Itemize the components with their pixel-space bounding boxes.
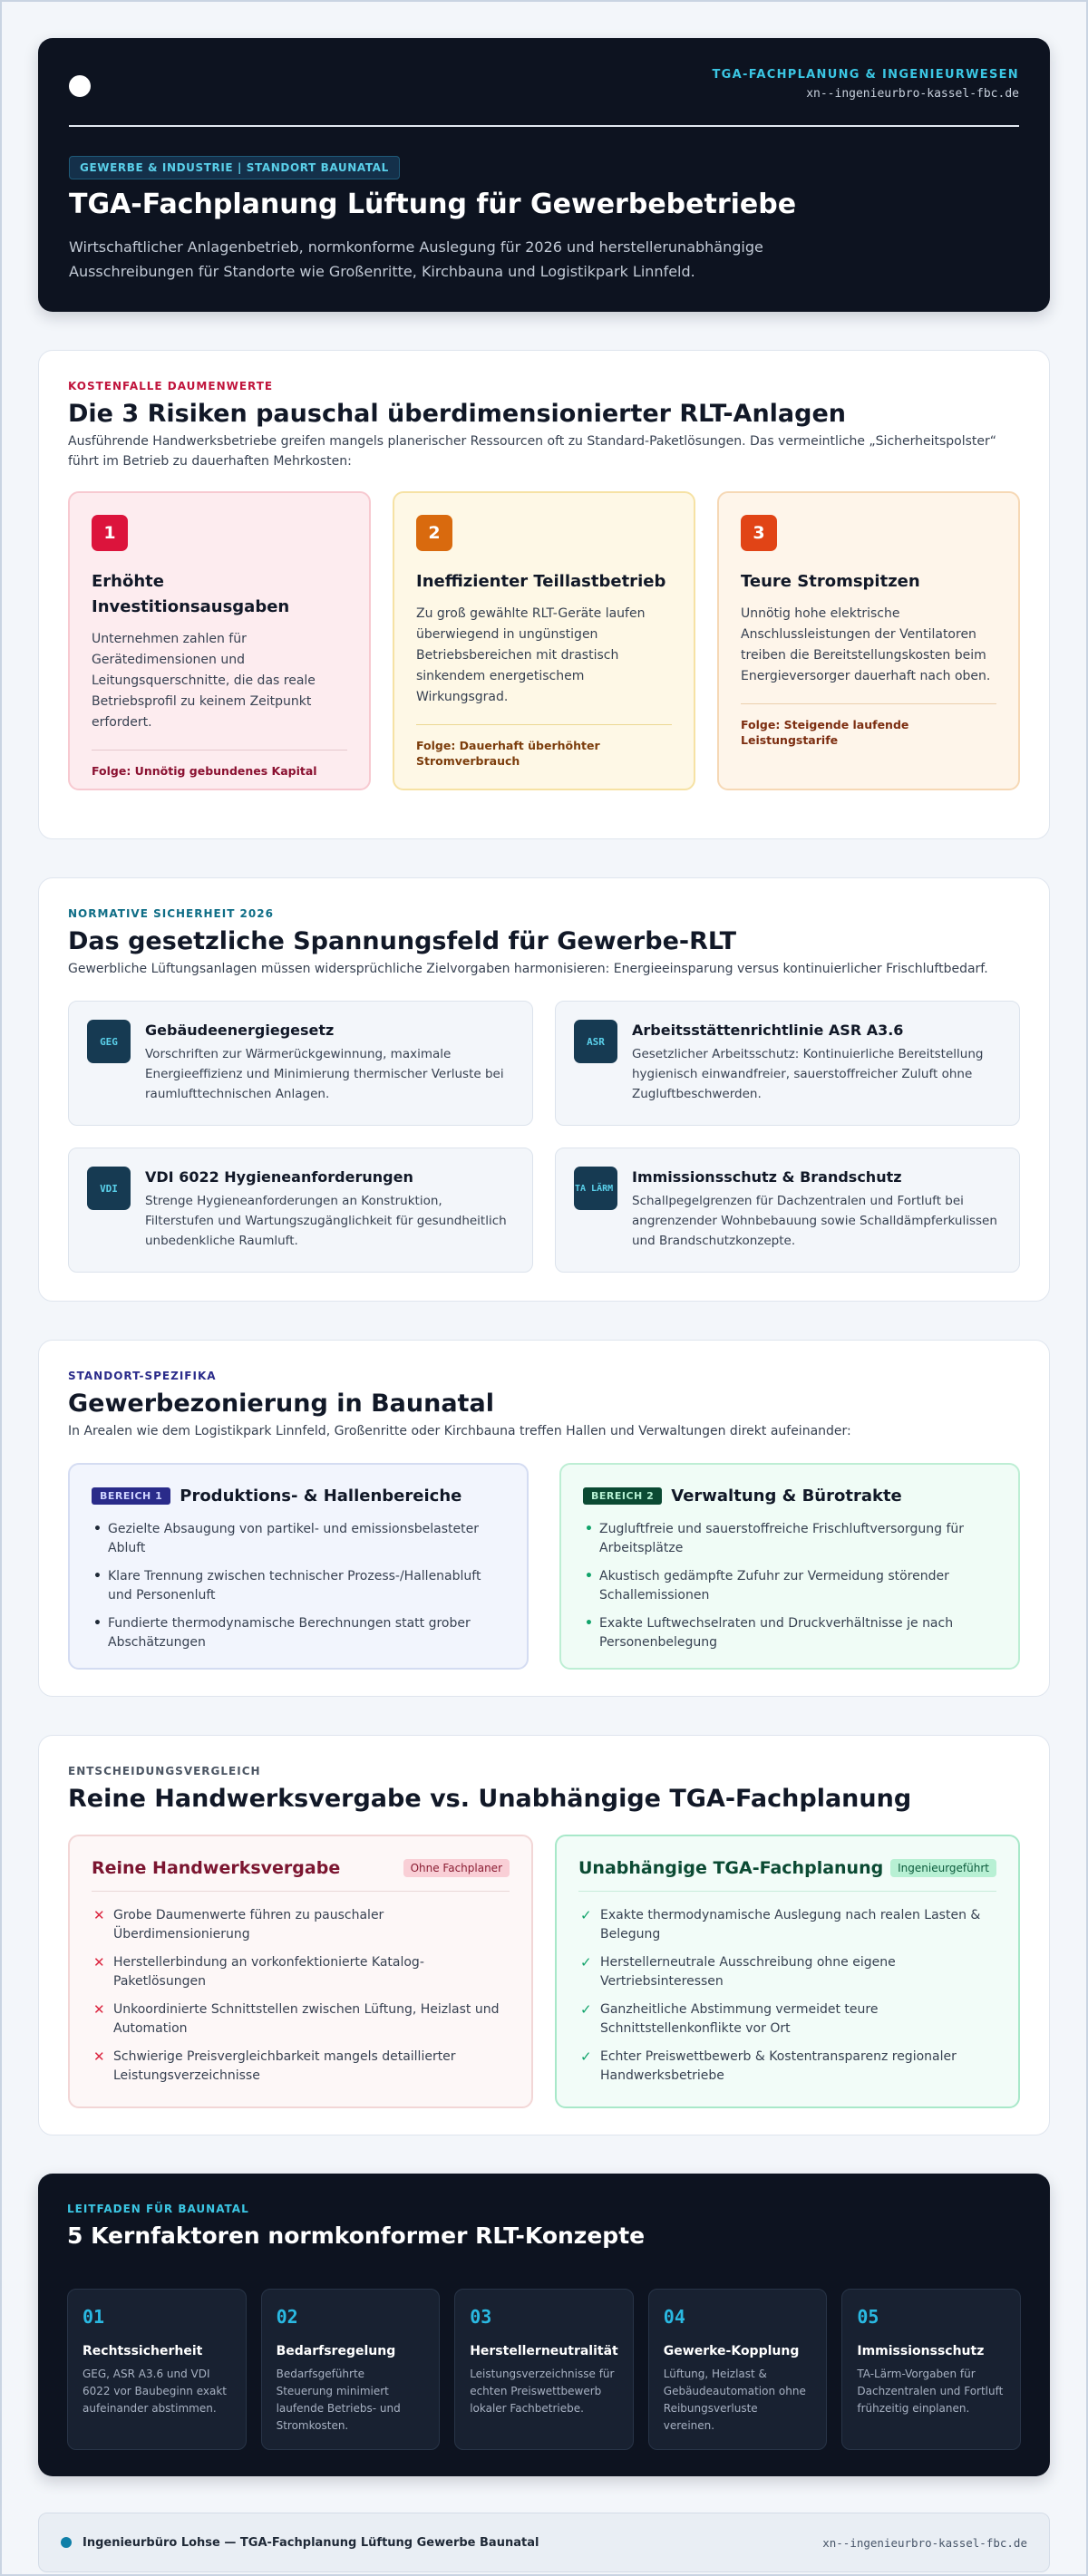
factor-number: 05 [857,2306,879,2328]
factor-card [841,2289,1021,2450]
norms-section [38,877,1050,1302]
compare-title: Reine Handwerksvergabe vs. Unabhängige TGA-Fachplanung [68,1785,912,1813]
compare-card-title: Unabhängige TGA-Fachplanung [578,1858,884,1878]
risk-text: Unternehmen zahlen für Gerätedimensionen und Leitungsquerschnitte, die das reale Betriebsprofil zu keinem Zeitpunkt erfordert. [92,632,316,730]
asr-icon: ASR [574,1020,617,1063]
risks-section [38,350,1050,839]
factor-text: Bedarfsgeführte Steuerung minimiert laufende Betriebs- und Stromkosten. [276,2368,401,2432]
hero-divider [69,125,1019,127]
norm-card [555,1001,1020,1126]
norm-list [68,1001,1020,1273]
item-text: Grobe Daumenwerte führen zu pauschaler Überdimensionierung [113,1908,384,1942]
compare-items [92,1906,510,2086]
hero-subtitle: Wirtschaftlicher Anlagenbetrieb, normkonforme Auslegung für 2026 und herstellerunabhängige Ausschreibungen für Standorte wie Großenritte, Kirchbauna und Logistikpark Linnfeld. [69,238,763,280]
factor-text: TA-Lärm-Vorgaben für Dachzentralen und Fortluft frühzeitig einplanen. [857,2368,1004,2415]
risk-consequence: Folge: Steigende laufende Leistungstarife [741,718,909,747]
risk-number: 3 [741,515,777,551]
zone-items [92,1520,505,1652]
factor-title: Herstellerneutralität [470,2344,618,2358]
geg-icon: GEG [87,1020,131,1063]
risk-card [393,491,695,790]
list-item [578,2048,996,2086]
norm-card [68,1148,533,1273]
norm-title: VDI 6022 Hygieneanforderungen [145,1168,413,1186]
zones-section [38,1340,1050,1697]
cross-icon: ✕ [93,2001,105,2018]
factor-number: 04 [663,2306,685,2328]
norm-title: Gebäudeenergiegesetz [145,1022,335,1039]
norm-title: Immissionsschutz & Brandschutz [632,1168,902,1186]
factor-title: Bedarfsregelung [276,2344,396,2358]
brand-title: TGA-FACHPLANUNG & INGENIEURWESEN [712,68,1019,82]
norms-eyebrow: NORMATIVE SICHERHEIT 2026 [68,907,274,920]
ta-laerm-icon: TA LÄRM [574,1167,617,1210]
risks-title: Die 3 Risiken pauschal überdimensionierter RLT-Anlagen [68,400,847,428]
compare-pill: Ohne Fachplaner [403,1859,510,1877]
risk-card [717,491,1020,790]
risk-consequence: Folge: Dauerhaft überhöhter Stromverbrauch [416,739,600,768]
risk-number: 1 [92,515,128,551]
risk-divider [741,703,996,704]
logo-dot-icon [69,75,91,97]
factor-text: Lüftung, Heizlast & Gebäudeautomation ohne Reibungsverluste vereinen. [663,2368,806,2432]
factor-card [67,2289,247,2450]
risk-divider [92,750,347,751]
check-icon: ✓ [580,2001,592,2018]
brand-block [713,68,1020,101]
guide-section [38,2174,1050,2476]
list-item: • Klare Trennung zwischen technischer Prozess-/Hallenabluft und Personenluft [92,1567,505,1605]
item-text: Ganzheitliche Abstimmung vermeidet teure Schnittstellenkonflikte vor Ort [600,2002,879,2036]
item-text: Exakte thermodynamische Auslegung nach realen Lasten & Belegung [600,1908,981,1942]
check-icon: ✓ [580,2048,592,2065]
compare-pill: Ingenieurgeführt [890,1859,996,1877]
list-item [578,2000,996,2039]
item-text: Unkoordinierte Schnittstellen zwischen Lüftung, Heizlast und Automation [113,2002,500,2036]
compare-header [92,1858,510,1892]
list-item: • Exakte Luftwechselraten und Druckverhältnisse je nach Personenbelegung [583,1614,996,1652]
compare-eyebrow: ENTSCHEIDUNGSVERGLEICH [68,1765,261,1777]
list-item [92,2000,510,2039]
risk-list [68,491,1020,790]
check-icon: ✓ [580,1954,592,1971]
list-item [92,1906,510,1944]
risk-number: 2 [416,515,452,551]
zone-list [68,1463,1020,1670]
factor-card [454,2289,634,2450]
factor-number: 03 [470,2306,492,2328]
cross-icon: ✕ [93,1907,105,1923]
list-item [92,1953,510,1991]
compare-header [578,1858,996,1892]
compare-card-title: Reine Handwerksvergabe [92,1858,341,1878]
factor-list [67,2289,1021,2450]
zones-title: Gewerbezonierung in Baunatal [68,1390,494,1418]
factor-title: Rechtssicherheit [83,2344,203,2358]
norm-text: Strenge Hygieneanforderungen an Konstruktion, Filterstufen und Wartungszugänglichkeit für gesundheitlich unbedenkliche Raumluft. [145,1194,507,1248]
zone-card [559,1463,1020,1670]
list-item: • Zugluftfreie und sauerstoffreiche Frischluftversorgung für Arbeitsplätze [583,1520,996,1558]
risk-title: Ineffizienter Teillastbetrieb [416,572,666,591]
risk-card [68,491,371,790]
zones-intro: In Arealen wie dem Logistikpark Linnfeld, Großenritte oder Kirchbauna treffen Hallen und Verwaltungen direkt aufeinander: [68,1424,851,1438]
norm-title: Arbeitsstättenrichtlinie ASR A3.6 [632,1022,904,1039]
hero-badge: GEWERBE & INDUSTRIE | STANDORT BAUNATAL [69,156,400,179]
norm-card [555,1148,1020,1273]
factor-card [261,2289,441,2450]
factor-text: GEG, ASR A3.6 und VDI 6022 vor Baubeginn exakt aufeinander abstimmen. [83,2368,227,2415]
hero-banner [38,38,1050,312]
compare-items [578,1906,996,2086]
vdi-icon: VDI [87,1167,131,1210]
norm-text: Schallpegelgrenzen für Dachzentralen und Fortluft bei angrenzender Wohnbebauung sowie Schalldämpferkulissen und Brandschutzkonzepte. [632,1194,997,1248]
norms-intro: Gewerbliche Lüftungsanlagen müssen widersprüchliche Zielvorgaben harmonisieren: Energieeinsparung versus kontinuierlicher Frischluftbedarf. [68,962,988,976]
item-text: Echter Preiswettbewerb & Kostentransparenz regionaler Handwerksbetriebe [600,2049,957,2083]
list-item [578,1906,996,1944]
list-item: • Fundierte thermodynamische Berechnungen statt grober Abschätzungen [92,1614,505,1652]
risk-divider [416,724,672,725]
risk-text: Zu groß gewählte RLT-Geräte laufen überwiegend in ungünstigen Betriebsbereichen mit drastisch sinkendem energetischem Wirkungsgrad. [416,606,646,704]
guide-title: 5 Kernfaktoren normkonformer RLT-Konzepte [67,2223,646,2249]
risks-eyebrow: KOSTENFALLE DAUMENWERTE [68,380,274,392]
list-item: • Gezielte Absaugung von partikel- und emissionsbelasteter Abluft [92,1520,505,1558]
zone-items [583,1520,996,1652]
factor-title: Gewerke-Kopplung [663,2344,800,2358]
item-text: Herstellerbindung an vorkonfektionierte Katalog-Paketlösungen [113,1955,424,1989]
norm-text: Gesetzlicher Arbeitsschutz: Kontinuierliche Bereitstellung hygienisch einwandfreier, sauerstoffreicher Zuluft ohne Zugluftbeschwerden. [632,1047,984,1101]
zone-header [583,1487,996,1506]
risk-title: Erhöhte Investitionsausgaben [92,572,290,616]
factor-number: 01 [83,2306,105,2328]
norm-card [68,1001,533,1126]
risks-intro: Ausführende Handwerksbetriebe greifen mangels planerischer Ressourcen oft zu Standard-Paketlösungen. Das vermeintliche „Sicherheitspolster“ führt im Betrieb zu dauerhaften Mehrkosten: [68,434,997,469]
cross-icon: ✕ [93,2048,105,2065]
page-title: TGA-Fachplanung Lüftung für Gewerbebetriebe [69,189,797,220]
risk-title: Teure Stromspitzen [741,572,920,591]
risk-text: Unnötig hohe elektrische Anschlussleistungen der Ventilatoren treiben die Bereitstellungskosten beim Energieversorger dauerhaft nach oben. [741,606,991,683]
zone-tag: BEREICH 2 [583,1487,662,1505]
item-text: Herstellerneutrale Ausschreibung ohne eigene Vertriebsinteressen [600,1955,896,1989]
factor-number: 02 [276,2306,298,2328]
zone-header [92,1487,505,1506]
zone-tag: BEREICH 1 [92,1487,170,1505]
risk-consequence: Folge: Unnötig gebundenes Kapital [92,764,317,778]
compare-section [38,1735,1050,2135]
footer-company: Ingenieurbüro Lohse — TGA-Fachplanung Lüftung Gewerbe Baunatal [83,2535,539,2550]
norm-text: Vorschriften zur Wärmerückgewinnung, maximale Energieeffizienz und Minimierung thermischer Verluste bei raumlufttechnischen Anlagen. [145,1047,504,1101]
factor-card [648,2289,828,2450]
compare-card-fachplanung [555,1835,1020,2108]
zone-title: Produktions- & Hallenbereiche [180,1487,462,1506]
footer [38,2513,1050,2572]
status-dot-icon [61,2537,72,2548]
compare-grid [68,1835,1020,2108]
check-icon: ✓ [580,1907,592,1923]
zone-title: Verwaltung & Bürotrakte [671,1487,902,1506]
list-item [578,1953,996,1991]
footer-domain-link[interactable]: xn--ingenieurbro-kassel-fbc.de [822,2535,1027,2550]
factor-text: Leistungsverzeichnisse für echten Preiswettbewerb lokaler Fachbetriebe. [470,2368,615,2415]
guide-eyebrow: LEITFADEN FÜR BAUNATAL [67,2203,249,2215]
list-item [92,2048,510,2086]
zones-eyebrow: STANDORT-SPEZIFIKA [68,1370,217,1382]
footer-left [61,2536,539,2550]
brand-domain[interactable]: xn--ingenieurbro-kassel-fbc.de [806,87,1019,101]
item-text: Schwierige Preisvergleichbarkeit mangels detaillierter Leistungsverzeichnisse [113,2049,456,2083]
list-item: • Akustisch gedämpfte Zufuhr zur Vermeidung störender Schallemissionen [583,1567,996,1605]
cross-icon: ✕ [93,1954,105,1971]
zone-card [68,1463,529,1670]
compare-card-handwerk [68,1835,533,2108]
norms-title: Das gesetzliche Spannungsfeld für Gewerbe-RLT [68,927,737,955]
factor-title: Immissionsschutz [857,2344,985,2358]
